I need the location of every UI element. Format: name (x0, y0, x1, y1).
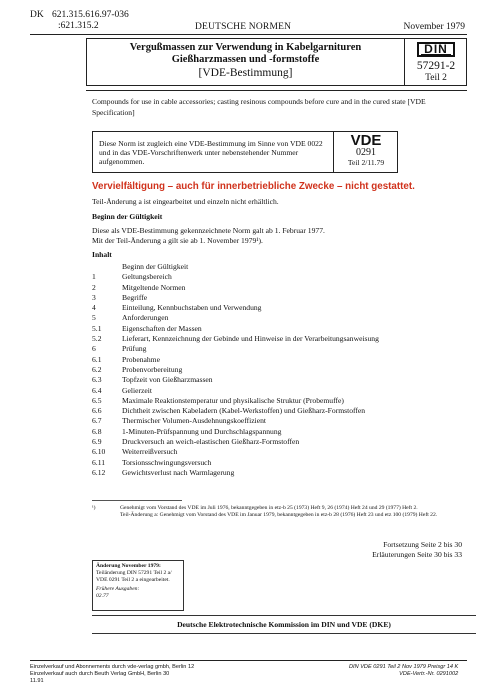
toc-item: 6.1 Probenahme (92, 354, 160, 364)
toc-item: 2 Mitgeltende Normen (92, 282, 186, 292)
commission-rule-top (92, 615, 476, 616)
amendment-line-1: Teiländerung DIN 57291 Teil 2 a/ (96, 569, 172, 576)
footer-document-id (349, 664, 458, 678)
continuation-note (372, 540, 462, 560)
title-line-3: [VDE-Bestimmung] (198, 67, 293, 79)
footer-left-line-2: Einzelverkauf auch durch Beuth Verlag GmbH, Berlin 30 (30, 671, 170, 677)
validity-heading: Beginn der Gültigkeit (92, 212, 163, 221)
validity-line-2: Mit der Teil-Änderung a gilt sie ab 1. November 1979¹). (92, 235, 263, 245)
amendment-note: Teil-Änderung a ist eingearbeitet und einzeln nicht erhältlich. (92, 197, 279, 206)
earlier-edition-date: 02.77 (96, 592, 109, 599)
footer-left-line-1: Einzelverkauf und Abonnements durch vde-verlag gmbh, Berlin 12 (30, 664, 195, 670)
footer-right-line-1: DIN VDE 0291 Teil 2 Nov 1979 Preisgr 14 K (349, 664, 459, 670)
toc-item: 4 Einteilung, Kennbuchstaben und Verwendung (92, 303, 262, 313)
toc-item: 6.11 Torsionsschwingungsversuch (92, 457, 212, 467)
header-rule (30, 34, 467, 35)
din-logo: DIN (417, 42, 455, 57)
toc-item: 6.4 Gelierzeit (92, 385, 152, 395)
footnote-rule (92, 500, 182, 501)
issue-date: November 1979 (403, 22, 465, 32)
vde-box (92, 131, 398, 173)
vde-statement: Diese Norm ist zugleich eine VDE-Bestimmung im Sinne von VDE 0022 und in das VDE-Vorschriftenwerk unter nebenstehender Nummer aufgenommen. (99, 139, 323, 166)
footnote-line-2: Teil-Änderung a: Genehmigt vom Vorstand des VDE im Januar 1979, bekanntgegeben in etz-b 28 (1976) Heft 23 und etz 100 (1979) Heft 22. (120, 512, 438, 518)
toc-item: Beginn der Gültigkeit (122, 262, 189, 271)
footnote-line-1: Genehmigt vom Vorstand des VDE im Juli 1976, bekanntgegeben in etz-b 25 (1973) Heft 9, 26 (1974) Heft 24 und 29 (1977) Heft 2. (120, 505, 418, 511)
footer-right-line-2: VDE-Vertr.-Nr. 0291002 (399, 671, 459, 677)
footer-left-line-3: 11.91 (30, 678, 44, 684)
validity-line-1: Diese als VDE-Bestimmung gekennzeichnete Norm galt ab 1. Februar 1977. (92, 226, 325, 235)
toc-item: 5.2 Lieferart, Kennzeichnung der Gebinde und Hinweise in der Verarbeitungsanweisung (92, 334, 379, 344)
continuation-pages: Fortsetzung Seite 2 bis 30 (383, 540, 462, 549)
vde-logo: VDE (350, 132, 382, 149)
amendment-heading: Änderung November 1979: (96, 563, 161, 569)
toc-item: 3 Begriffe (92, 292, 148, 302)
toc-item: 6.2 Probenvorbereitung (92, 364, 183, 374)
dk-number-line2: :621.315.2 (58, 21, 99, 31)
din-part: Teil 2 (425, 73, 447, 83)
toc-item: 6.9 Druckversuch an weich-elastischen Gießharz-Formstoffen (92, 437, 300, 447)
title-line-2: Gießharzmassen und -formstoffe (171, 54, 320, 65)
validity-text (92, 226, 472, 245)
commission-rule-bottom (92, 633, 476, 634)
toc-item: 6 Prüfung (92, 344, 147, 354)
title-rule (86, 90, 467, 91)
english-title: Compounds for use in cable accessories; casting resinous compounds before cure and in the cured state [VDE Specification] (92, 97, 426, 117)
explanation-pages: Erläuterungen Seite 30 bis 33 (372, 550, 462, 559)
commission-name: Deutsche Elektrotechnische Kommission im DIN und VDE (DKE) (177, 620, 391, 629)
toc-item: 6.10 Weiterreißversuch (92, 447, 178, 457)
vde-number: 0291 (356, 147, 376, 158)
earlier-editions-label: Frühere Ausgaben: (96, 585, 140, 592)
deutsche-normen-label: DEUTSCHE NORMEN (195, 22, 292, 32)
dk-classification (30, 10, 129, 32)
footer-rule (30, 660, 467, 661)
toc-item: 6.12 Gewichtsverlust nach Warmlagerung (92, 467, 235, 477)
din-number: 57291-2 (416, 60, 456, 72)
toc-item: 5 Anforderungen (92, 313, 169, 323)
title-block (87, 39, 405, 85)
amendment-box (92, 560, 184, 611)
dk-number-line1: 621.315.616.97-036 (52, 10, 129, 20)
title-box (86, 38, 467, 86)
copy-warning: Vervielfältigung – auch für innerbetriebliche Zwecke – nicht gestattet. (92, 181, 415, 192)
footer-sales-info (30, 664, 194, 685)
footnote (92, 505, 476, 519)
title-line-1: Vergußmassen zur Verwendung in Kabelgarnituren (129, 42, 362, 53)
footnote-mark: ¹) (92, 505, 96, 511)
toc-item: 6.6 Dichtheit zwischen Kabeladern (Kabel-Werkstoffen) und Gießharz-Formstoffen (92, 406, 366, 416)
toc-item: 6.7 Thermischer Volumen-Ausdehnungskoeffizient (92, 416, 267, 426)
toc-item: 1 Geltungsbereich (92, 272, 172, 282)
toc-item: 6.5 Maximale Reaktionstemperatur und physikalische Struktur (Probemuffe) (92, 395, 344, 405)
amendment-line-2: VDE 0291 Teil 2 a eingearbeitet. (96, 576, 170, 583)
contents-heading: Inhalt (92, 250, 112, 259)
toc-item: 6.8 1-Minuten-Prüfspannung und Durchschlagspannung (92, 426, 282, 436)
toc-item: 6.3 Topfzeit von Gießharzmassen (92, 375, 213, 385)
vde-number-cell (333, 132, 398, 172)
table-of-contents (92, 262, 472, 478)
dk-label: DK (30, 10, 44, 20)
toc-item: 5.1 Eigenschaften der Massen (92, 323, 202, 333)
din-number-cell (405, 39, 467, 85)
vde-part-date: Teil 2/11.79 (347, 158, 385, 167)
